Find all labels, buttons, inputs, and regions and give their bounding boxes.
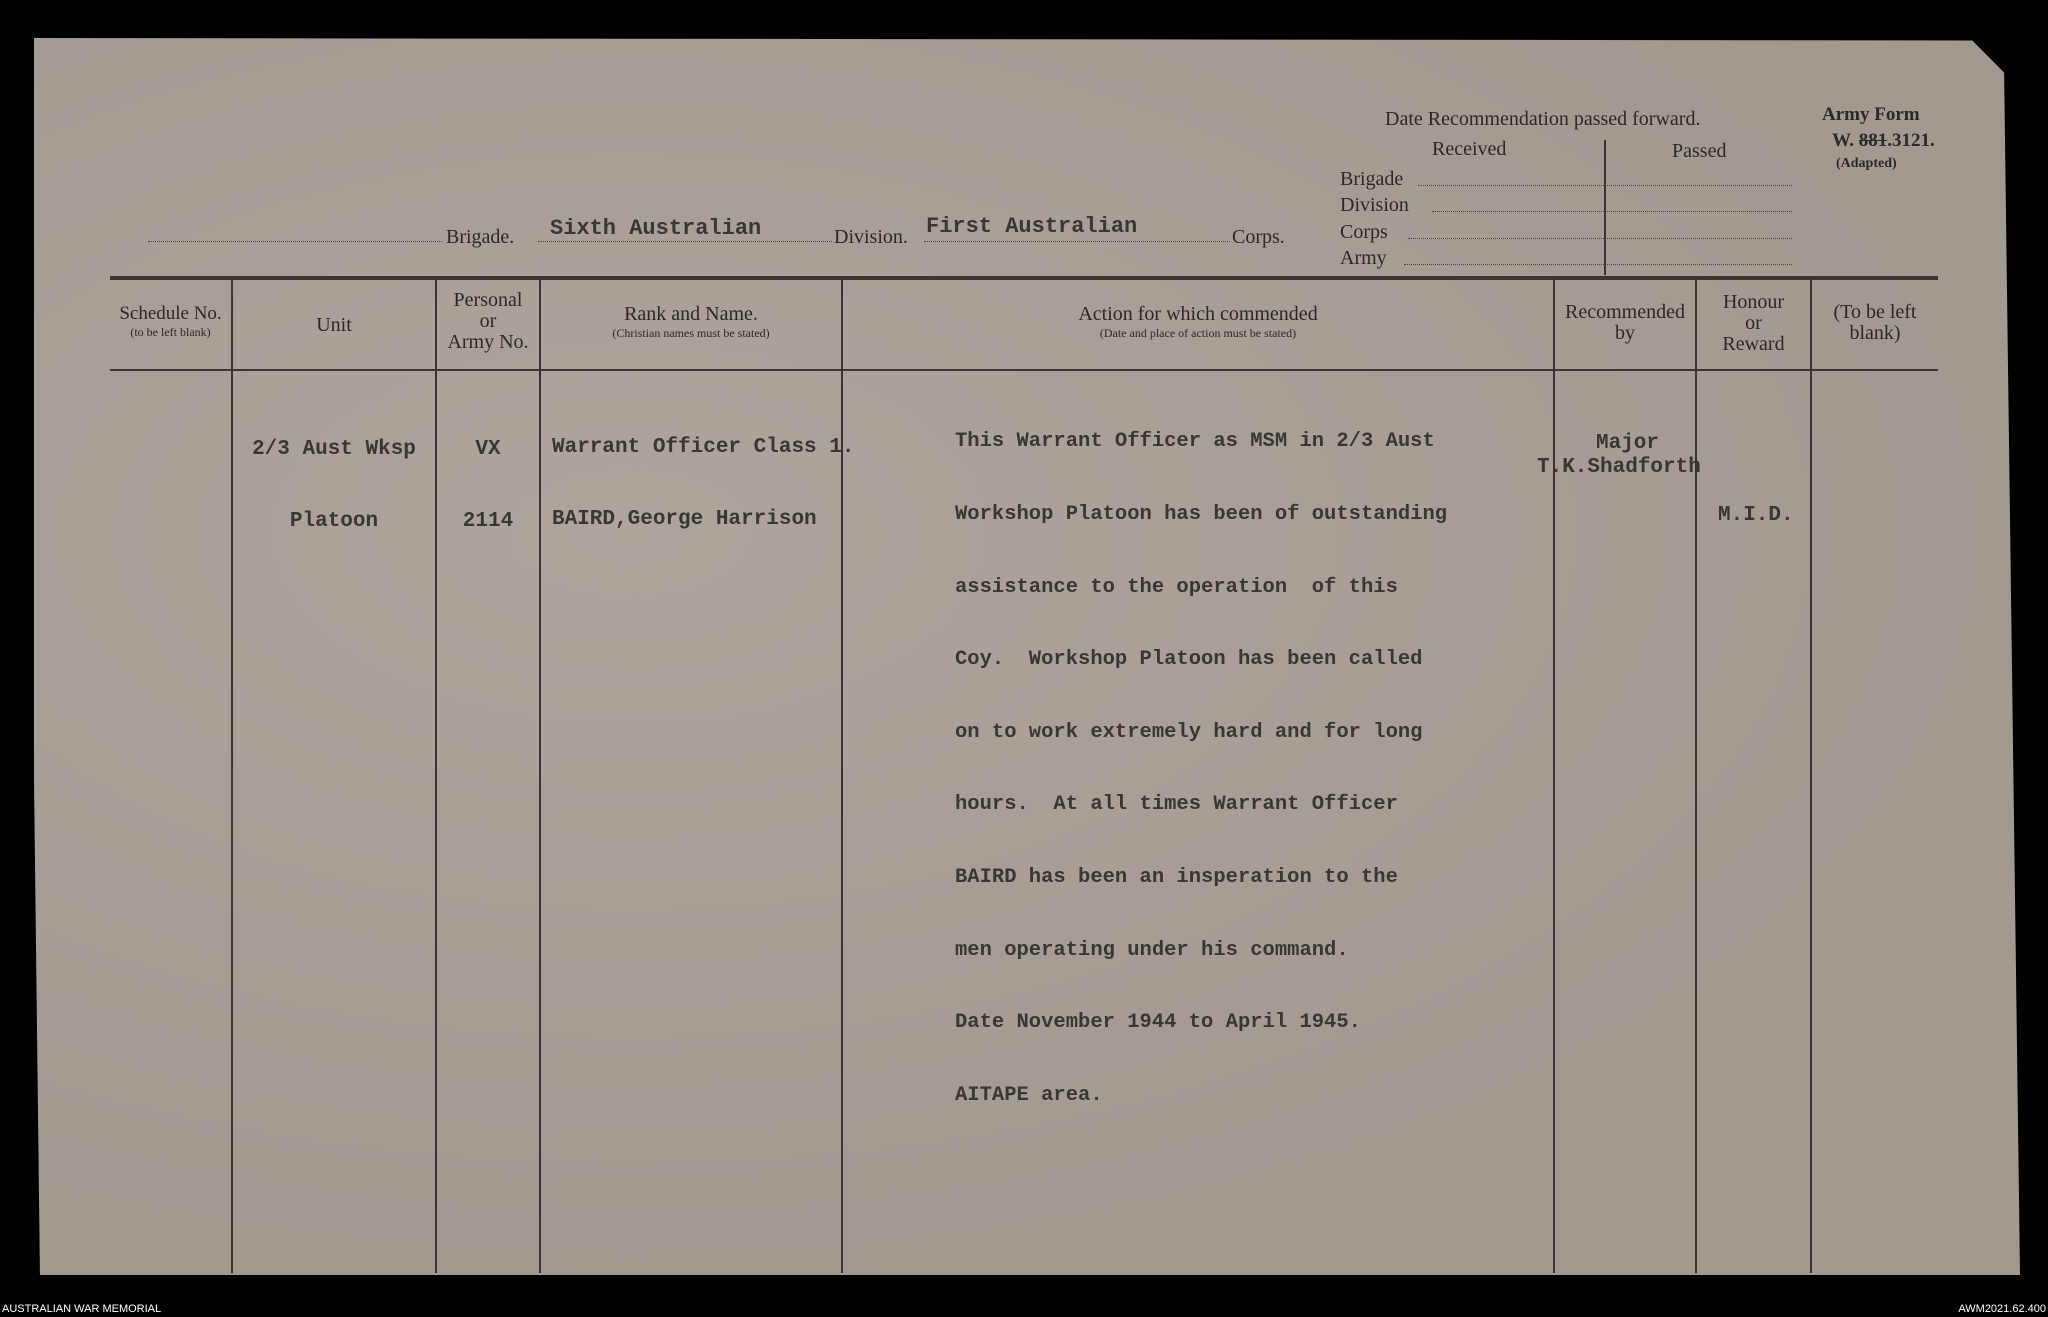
schedule-label: Schedule No. [119,303,222,324]
rank-label: Rank and Name. [624,303,758,325]
entry-unit-line-1: 2/3 Aust Wksp [252,438,416,461]
blank-line-1: (To be left [1833,301,1917,323]
recommended-line-1: Recommended [1565,301,1685,323]
blank-line-2: blank) [1849,322,1901,344]
routing-row-army: Army [1340,247,1387,269]
personal-line-2: or [479,310,497,332]
brigade-label: Brigade. [446,226,515,248]
honour-line-3: Reward [1722,333,1785,355]
brigade-line [148,241,442,242]
honour-line-1: Honour [1722,291,1785,313]
action-line: assistance to the operation of this [955,575,1398,599]
entry-rank-name [552,388,854,556]
recommended-line-2: by [1615,322,1635,344]
entry-unit-line-2: Platoon [289,510,379,533]
archive-caption-right: AWM2021.62.400 [1958,1303,2046,1315]
col-header-personal [437,290,539,353]
action-line: on to work extremely hard and for long [955,720,1423,744]
routing-row-division: Division [1340,194,1409,216]
action-line: men operating under his command. [955,938,1349,962]
col-header-recommended [1555,302,1695,344]
col-divider-5 [1553,280,1555,1273]
routing-row-corps: Corps [1340,221,1388,243]
rank-note: (Christian names must be stated) [612,326,770,340]
action-line: Date November 1944 to April 1945. [955,1011,1361,1035]
routing-line-army [1404,264,1792,265]
col-header-blank [1812,302,1938,344]
form-id-label: Army Form [1822,104,1920,125]
division-value: First Australian [926,214,1138,239]
col-header-honour [1697,292,1810,355]
honour-line-2: or [1745,312,1762,334]
routing-divider [1604,140,1606,275]
archive-caption-left: AUSTRALIAN WAR MEMORIAL [2,1303,162,1315]
col-header-unit: Unit [316,314,352,336]
action-label: Action for which commended [1078,303,1318,325]
col-divider-3 [539,280,541,1273]
col-header-schedule [110,303,231,340]
entry-recommended-name: T.K.Shadforth [1537,456,1701,479]
routing-title: Date Recommendation passed forward. [1385,108,1701,130]
schedule-note: (to be left blank) [130,325,211,339]
entry-number-line-1: VX [475,438,501,461]
entry-unit [233,390,435,558]
action-line: hours. At all times Warrant Officer [955,793,1398,817]
routing-row-brigade: Brigade [1340,168,1404,190]
brigade-value: Sixth Australian [550,216,762,241]
entry-army-number [437,390,539,558]
action-note: (Date and place of action must be stated) [1099,326,1297,340]
routing-received-header: Received [1432,138,1507,160]
entry-number-line-2: 2114 [462,510,514,533]
col-header-action [843,303,1553,341]
action-line: This Warrant Officer as MSM in 2/3 Aust [955,430,1435,454]
routing-passed-header: Passed [1672,140,1727,162]
entry-action [955,382,1447,1132]
entry-rank-line: Warrant Officer Class 1. [552,436,855,459]
form-id-struck: 881 [1858,130,1888,151]
form-id-value: .3121. [1887,130,1935,151]
col-divider-7 [1810,280,1812,1273]
corps-label: Corps. [1232,226,1285,248]
form-id-number [1832,130,1935,152]
division-value-line [924,241,1230,242]
form-id-prefix: W. [1832,130,1859,151]
action-line: Workshop Platoon has been of outstanding [955,503,1448,527]
routing-line-division [1432,211,1792,212]
table-header-rule [110,369,1938,371]
action-line: Coy. Workshop Platoon has been called [955,648,1423,672]
entry-honour: M.I.D. [1718,504,1794,527]
entry-name-line: BAIRD,George Harrison [552,508,817,531]
personal-line-3: Army No. [447,331,529,353]
entry-recommended-rank: Major [1596,432,1660,455]
routing-line-corps [1408,238,1792,239]
table-top-rule [110,276,1938,280]
col-header-rank [541,303,841,341]
division-label: Division. [834,226,908,248]
action-line: BAIRD has been an insperation to the [955,866,1398,890]
col-divider-6 [1695,280,1697,1273]
brigade-value-line [538,241,832,242]
form-id-adapted: (Adapted) [1836,156,1897,171]
personal-line-1: Personal [453,289,523,311]
action-line: AITAPE area. [955,1083,1103,1107]
routing-line-brigade [1418,185,1792,186]
